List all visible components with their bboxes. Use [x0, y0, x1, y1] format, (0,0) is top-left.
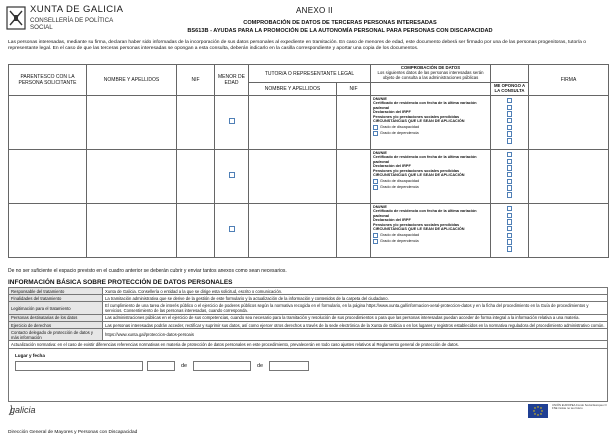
- nif-field[interactable]: [177, 203, 215, 257]
- info-line: Pensiones y/o prestaciones sociales percibidas: [373, 114, 460, 119]
- protection-key: Finalidades del tratamiento: [9, 295, 103, 302]
- year-field[interactable]: [269, 361, 309, 371]
- opt-dependencia: Grado de dependencia: [380, 130, 419, 135]
- opt-discapacidad: Grado de discapacidad: [380, 232, 420, 237]
- protection-value: Las personas interesadas podrán acceder, rectificar y suprimir sus datos, así como ejercer otros derechos a través de la sede electrónica de la Xunta de Galicia o en los lugares y registros establecidos en la normativa reguladora del procedimiento administrativo común.: [103, 321, 608, 328]
- col-firma: FIRMA: [529, 65, 609, 96]
- opongo-checkbox[interactable]: [507, 192, 513, 198]
- opt-dependencia: Grado de dependencia: [380, 184, 419, 189]
- opongo-checkbox[interactable]: [507, 213, 513, 219]
- col-parentesco: PARENTESCO CON LA PERSONA SOLICITANTE: [9, 65, 87, 96]
- third-parties-table: [8, 64, 609, 258]
- department-name: Dirección General de Mayores y Personas con Discapacidad: [8, 430, 138, 435]
- nif-field[interactable]: [177, 95, 215, 149]
- opongo-cell: [491, 203, 529, 257]
- opongo-checkbox[interactable]: [507, 219, 513, 225]
- eu-text: UNIÓN EUROPEA Fondo Social Europeo O FSE inviste no teu futuro: [552, 403, 607, 411]
- info-circ: CIRCUNSTANCIAS QUE LE SEAN DE APLICACIÓN: [373, 119, 465, 124]
- opongo-checkbox[interactable]: [507, 138, 513, 144]
- place-field[interactable]: [15, 361, 143, 371]
- menor-checkbox[interactable]: [229, 226, 235, 232]
- col-comprobacion-desc: Los siguientes datos de las personas interesadas serán objeto de consulta a las administraciones públicas: [377, 70, 484, 80]
- info-line: Pensiones y/o prestaciones sociales percibidas: [373, 222, 460, 227]
- table-row: [9, 95, 609, 149]
- protection-key: Responsable del tratamiento: [9, 288, 103, 295]
- protection-value: La tramitación administrativa que se derive de la gestión de este formulario y la actualización de la información y contenidos de la carpeta del ciudadano.: [103, 295, 608, 302]
- protection-value: https://www.xunta.gal/proteccion-datos-persoais: [103, 329, 608, 341]
- info-line: Certificado de residencia con fecha de la última variación padronal: [373, 155, 477, 164]
- tutor-nif-field[interactable]: [337, 95, 371, 149]
- org-sub-line-1: CONSELLERÍA DE POLÍTICA: [30, 16, 114, 24]
- dependencia-checkbox[interactable]: [373, 185, 378, 190]
- parentesco-field[interactable]: [9, 203, 87, 257]
- tutor-nif-field[interactable]: [337, 203, 371, 257]
- opongo-checkbox[interactable]: [507, 152, 513, 158]
- col-comp-spacer: [371, 83, 491, 96]
- intro-paragraph: Las personas interesadas, mediante su firma, declaran haber sido informadas de la incorporación de sus datos personales al expediente en tramitación. En caso de menores de edad, este documento deberá ser firmado por una de las personas progenitoras, tutor/a o representante legal. En el caso de que las terceras personas interesadas se opongan a esta consulta, deberán indicarlo en la casilla correspondiente y aportar una copia de los documentos.: [8, 40, 586, 52]
- opongo-checkbox[interactable]: [507, 233, 513, 239]
- protection-key: Contacto delegado de protección de datos y más información: [9, 329, 103, 341]
- place-date-box: [8, 348, 608, 402]
- galicia-logo: galicia: [10, 405, 36, 415]
- protection-value: Las administraciones públicas en el ejercicio de sus competencias, cuando sea necesario para la tramitación y resolución de sus procedimientos o para que las personas interesadas puedan acceder de forma integral a la información relativa a una materia.: [103, 314, 608, 321]
- col-opongo-spacer: [491, 65, 529, 83]
- org-sub-line-2: SOCIAL: [30, 23, 53, 31]
- col-opongo: ME OPONGO A LA CONSULTA: [491, 83, 529, 96]
- opongo-checkbox[interactable]: [507, 226, 513, 232]
- menor-checkbox[interactable]: [229, 118, 235, 124]
- table-row: [9, 321, 608, 328]
- tutor-nif-field[interactable]: [337, 149, 371, 203]
- protection-value: El cumplimiento de una tarea de interés público o el ejercicio de poderes públicos según la normativa recogida en el formulario, en la página https://www.xunta.gal/informacion-xeral-proteccion-datos y en la ficha del procedimiento en la Guía de procedimientos y servicios. Consentimiento de las personas interesadas, cuando corresponda.: [103, 302, 608, 314]
- table-row: [9, 329, 608, 341]
- opongo-checkbox[interactable]: [507, 131, 513, 137]
- nif-field[interactable]: [177, 149, 215, 203]
- protection-key: Personas destinatarias de los datos: [9, 314, 103, 321]
- col-nombre: NOMBRE Y APELLIDOS: [87, 65, 177, 96]
- nombre-field[interactable]: [87, 149, 177, 203]
- month-field[interactable]: [193, 361, 251, 371]
- discapacidad-checkbox[interactable]: [373, 125, 378, 130]
- opt-discapacidad: Grado de discapacidad: [380, 124, 420, 129]
- opongo-checkbox[interactable]: [507, 125, 513, 131]
- firma-field[interactable]: [529, 149, 609, 203]
- firma-field[interactable]: [529, 95, 609, 149]
- col-menor: MENOR DE EDAD: [215, 65, 249, 96]
- dependencia-checkbox[interactable]: [373, 131, 378, 136]
- opongo-cell: [491, 149, 529, 203]
- firma-field[interactable]: [529, 203, 609, 257]
- tutor-nombre-field[interactable]: [249, 203, 337, 257]
- eu-flag-icon: [528, 404, 548, 418]
- opongo-checkbox[interactable]: [507, 105, 513, 111]
- annex-label: ANEXO II: [296, 6, 334, 15]
- opongo-checkbox[interactable]: [507, 185, 513, 191]
- comprobacion-cell: [371, 95, 491, 149]
- col-tutor: TUTOR/A O REPRESENTANTE LEGAL: [249, 65, 371, 83]
- menor-checkbox[interactable]: [229, 172, 235, 178]
- document-subtitle: BS613B - AYUDAS PARA LA PROMOCIÓN DE LA AUTONOMÍA PERSONAL PARA PERSONAS CON DISCAPACIDAD: [187, 27, 493, 34]
- space-note: De no ser suficiente el espacio previsto en el cuadro anterior se deberán cubrir y enviar tantos anexos como sean necesarios.: [8, 268, 287, 274]
- org-main-name: XUNTA DE GALICIA: [30, 4, 124, 15]
- info-line: DNI/NIE: [373, 204, 387, 209]
- col-tutor-nombre: NOMBRE Y APELLIDOS: [249, 83, 337, 96]
- parentesco-field[interactable]: [9, 149, 87, 203]
- opongo-checkbox[interactable]: [507, 179, 513, 185]
- info-line: Declaración del IRPF: [373, 218, 411, 223]
- comprobacion-cell: [371, 149, 491, 203]
- day-field[interactable]: [147, 361, 175, 371]
- tutor-nombre-field[interactable]: [249, 95, 337, 149]
- opongo-checkbox[interactable]: [507, 111, 513, 117]
- comprobacion-cell: [371, 203, 491, 257]
- info-line: DNI/NIE: [373, 96, 387, 101]
- col-comprobacion: [371, 65, 491, 83]
- info-line: Certificado de residencia con fecha de la última variación padronal: [373, 209, 477, 218]
- xunta-shield-icon: [6, 6, 26, 31]
- table-row: [9, 149, 609, 203]
- protection-table: [8, 287, 608, 349]
- table-row: [9, 295, 608, 302]
- info-line: Declaración del IRPF: [373, 164, 411, 169]
- col-nif: NIF: [177, 65, 215, 96]
- protection-value: Xunta de Galicia. Consellería o entidad a la que se dirige esta solicitud, escrito o comunicación.: [103, 288, 608, 295]
- table-row: [9, 203, 609, 257]
- protection-key: Ejercicio de derechos: [9, 321, 103, 328]
- menor-cell: [215, 203, 249, 257]
- info-circ: CIRCUNSTANCIAS QUE LE SEAN DE APLICACIÓN: [373, 173, 465, 178]
- protection-key: Legitimación para el tratamiento: [9, 302, 103, 314]
- xunta-logo: [6, 4, 141, 38]
- info-line: Declaración del IRPF: [373, 110, 411, 115]
- protection-update-note: Actualización normativa: en el caso de existir diferencias referencias normativas en materia de protección de datos personales en este procedimiento, prevalecerán en todo caso ajustes relativos al Reglamento general de protección de datos.: [9, 341, 608, 348]
- place-date-label: Lugar y fecha: [15, 353, 45, 358]
- col-comprobacion-title: COMPROBACIÓN DE DATOS: [400, 65, 461, 71]
- info-circ: CIRCUNSTANCIAS QUE LE SEAN DE APLICACIÓN: [373, 227, 465, 232]
- opongo-checkbox[interactable]: [507, 98, 513, 104]
- document-title: COMPROBACIÓN DE DATOS DE TERCERAS PERSONAS INTERESADAS: [243, 20, 437, 26]
- opongo-checkbox[interactable]: [507, 165, 513, 171]
- col-tutor-nif: NIF: [337, 83, 371, 96]
- table-row: [9, 341, 608, 348]
- parentesco-field[interactable]: [9, 95, 87, 149]
- opongo-checkbox[interactable]: [507, 246, 513, 252]
- menor-cell: [215, 95, 249, 149]
- nombre-field[interactable]: [87, 95, 177, 149]
- document-title-block: [140, 20, 540, 35]
- info-line: Pensiones y/o prestaciones sociales percibidas: [373, 168, 460, 173]
- opongo-checkbox[interactable]: [507, 159, 513, 165]
- nombre-field[interactable]: [87, 203, 177, 257]
- discapacidad-checkbox[interactable]: [373, 179, 378, 184]
- de-label-1: de: [181, 363, 188, 369]
- info-line: Certificado de residencia con fecha de la última variación padronal: [373, 101, 477, 110]
- tutor-nombre-field[interactable]: [249, 149, 337, 203]
- discapacidad-checkbox[interactable]: [373, 233, 378, 238]
- opt-discapacidad: Grado de discapacidad: [380, 178, 420, 183]
- info-line: DNI/NIE: [373, 150, 387, 155]
- opongo-checkbox[interactable]: [507, 172, 513, 178]
- opongo-checkbox[interactable]: [507, 206, 513, 212]
- de-label-2: de: [257, 363, 264, 369]
- opongo-checkbox[interactable]: [507, 239, 513, 245]
- opongo-checkbox[interactable]: [507, 118, 513, 124]
- opongo-cell: [491, 95, 529, 149]
- table-row: [9, 288, 608, 295]
- protection-title: INFORMACIÓN BÁSICA SOBRE PROTECCIÓN DE DATOS PERSONALES: [8, 279, 233, 286]
- opt-dependencia: Grado de dependencia: [380, 238, 419, 243]
- dependencia-checkbox[interactable]: [373, 239, 378, 244]
- table-row: [9, 314, 608, 321]
- menor-cell: [215, 149, 249, 203]
- table-row: [9, 302, 608, 314]
